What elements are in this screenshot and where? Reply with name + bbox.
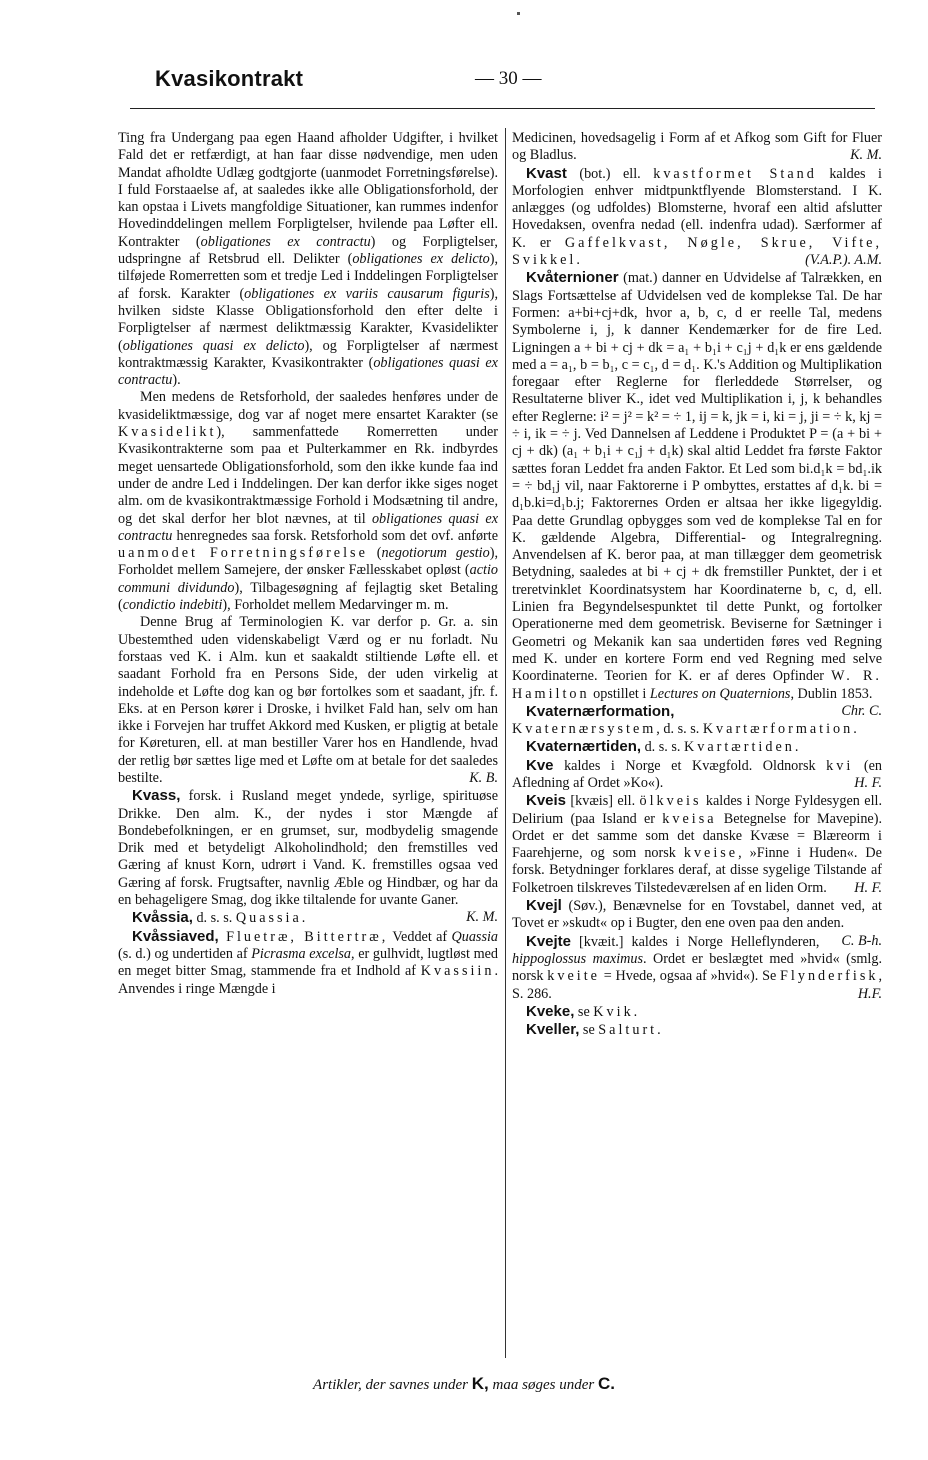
kvassiaved-continuation bbox=[512, 130, 882, 165]
text-run: Veddet af bbox=[388, 928, 452, 945]
text-run: maa søges under bbox=[488, 1377, 598, 1393]
headword: Kvast bbox=[526, 164, 567, 182]
text-run: ), hvilken sidste Klasse Obligationsforhold den efter delte i Forpligtelser af nærmest deliktmæssig Karakter, Kvasidelikter ( bbox=[118, 285, 498, 354]
text-run: obligationes quasi ex contractu bbox=[118, 510, 498, 544]
text-run: obligationes quasi ex contractu bbox=[118, 354, 498, 389]
text-run: (en Afledning af Ordet »Ko«). bbox=[512, 757, 882, 791]
entry-kvaternaertiden bbox=[512, 738, 882, 756]
headword: Kvejte bbox=[526, 932, 572, 950]
text-run: Kvartærtiden bbox=[684, 739, 795, 756]
text-run: ), Tilbagesøgning af fejlagtig sket Betaling ( bbox=[118, 579, 498, 614]
text-run: obligationes ex contractu bbox=[200, 233, 371, 250]
column-divider bbox=[505, 128, 506, 1358]
text-run: Men medens de Retsforhold, der saaledes henføres under de kvasideliktmæssige, dog var af noget mere ensartet Karakter (se bbox=[118, 389, 498, 423]
text-run: opstillet i bbox=[589, 685, 650, 702]
text-run: d. s. s. bbox=[641, 739, 684, 756]
text-run: kaldes i Morfologien enhver midtpunktflyende Blomsterstand. I K. anlægges (og udfoldes) Blomsterne, hvoraf een altid afslutter Hovedaksen, ovenfra nedad (ell. indenfra udad). Særformer af K. er bbox=[512, 165, 882, 251]
text-run: kvi bbox=[826, 757, 854, 774]
text-run: . bbox=[301, 910, 306, 927]
entry-kve bbox=[512, 757, 882, 793]
entry-kvast bbox=[512, 165, 882, 270]
text-run: actio communi dividundo bbox=[118, 562, 498, 596]
headword: Kveke, bbox=[526, 1002, 575, 1020]
entry-kveller bbox=[512, 1021, 882, 1039]
left-column bbox=[118, 130, 498, 998]
text-run: [kvæit.] kaldes i Norge Helleflynderen, bbox=[571, 933, 820, 950]
text-run: Fluetræ, Bittertræ, bbox=[218, 928, 389, 945]
author-signature: H. F. bbox=[854, 774, 882, 791]
entry-kveke bbox=[512, 1003, 882, 1021]
text-run: obligationes ex delicto bbox=[352, 251, 490, 268]
text-run: henregnedes saa forsk. Retsforhold som det ovf. anførte bbox=[172, 527, 498, 544]
right-column bbox=[512, 130, 882, 1039]
text-run: ), tilføjede Romerretten som et tredje Led i Inddelingen Forpligtelser af forsk. Karakter ( bbox=[118, 251, 498, 302]
text-run: ölkveis bbox=[639, 793, 702, 810]
text-run: se bbox=[579, 1022, 599, 1039]
text-run: , »Finne i Huden«. De forsk. Betydninger forklares deraf, at disse sygelige Tilstande af Folketroen tilskreves Tilstedeværelsen af en liden Orm. bbox=[512, 845, 882, 896]
text-run: , S. 286. bbox=[512, 968, 882, 1002]
author-signature: H. F. bbox=[854, 879, 882, 896]
text-run: forsk. i Rusland meget yndede, syrlige, spirituøse Drikke. Den alm. K., der nydes i stor Mængde af Bondebefolkningen, er en grumset, sur, modbydelig smagende Drik med et betydeligt Alkoholindhold; den fremstilles ved Gæring af knust Korn, udrørt i Vand. K. fremstilles ogsaa ved Gæring af forsk. Frugtsafter, navnlig Æble og Hindbær, og har da en behageligere Smag, dog ikke tiltalende for uvante Ganer. bbox=[118, 788, 498, 909]
text-run: (s. d.) og undertiden af bbox=[118, 945, 252, 962]
entry-kveis bbox=[512, 792, 882, 897]
text-run: Quassia bbox=[451, 928, 498, 945]
text-run: . bbox=[576, 252, 580, 269]
text-run: Salturt bbox=[598, 1022, 658, 1039]
text-run: kveise bbox=[683, 845, 739, 862]
text-run: Medicinen, hovedsagelig i Form af et Afkog som Gift for Fluer og Bladlus. bbox=[512, 130, 882, 164]
running-title: Kvasikontrakt bbox=[155, 66, 304, 91]
text-run: Artikler, der savnes under bbox=[313, 1377, 472, 1393]
page-number: — 30 — bbox=[475, 68, 542, 89]
text-run: ), sammenfattede Romerretten under Kvasikontrakterne som paa et Pulterkammer en Rk. indbyrdes meget uensartede Obligationsforhold, som den ikke kunde faa ind under de andre Led i Inddelingen. Der kan derfor ikke siges noget alm. om de kvasikontraktmæssige Forhold i Modsætning til andre, og det skal derfor her blot nævnes, at til bbox=[118, 424, 498, 527]
author-signature: K. M. bbox=[466, 909, 498, 926]
kvasikontrakt-paragraph-3 bbox=[118, 614, 498, 787]
text-run: , Dublin 1853. bbox=[790, 685, 873, 702]
text-run: . bbox=[853, 721, 857, 738]
text-run: d. s. s. bbox=[192, 910, 236, 927]
headword: Kvaternærformation, bbox=[526, 702, 675, 720]
headword: Kvejl bbox=[526, 897, 562, 915]
kvasikontrakt-paragraph-2 bbox=[118, 389, 498, 614]
header-rule bbox=[130, 108, 875, 109]
author-signature: C. B-h. bbox=[841, 932, 882, 949]
text-run: ( bbox=[367, 545, 382, 562]
text-run: obligationes quasi ex delicto bbox=[122, 337, 305, 354]
text-run: Betegnelse for Mavepine). Ordet er det samme som det danske Kvæse = Blæreorm i Faarehjerne, og som norsk bbox=[512, 810, 882, 862]
footer-note bbox=[0, 1374, 928, 1394]
author-signature: Chr. C. bbox=[841, 702, 882, 719]
text-run: Kvaternærsystem bbox=[512, 721, 657, 738]
text-run: ) og Forpligtelser, udspringne af Retsbrud ell. Delikter ( bbox=[118, 233, 498, 268]
text-run: Picrasma excelsa bbox=[251, 945, 352, 962]
text-run: kaldes i Norge et Kvægfold. Oldnorsk bbox=[553, 757, 827, 774]
headword: Kvåssia, bbox=[132, 909, 193, 927]
text-run: hippoglossus maximus bbox=[512, 950, 644, 967]
text-run: Quassia bbox=[235, 910, 302, 927]
text-run: C. bbox=[597, 1374, 615, 1393]
headword: Kvass, bbox=[132, 787, 181, 805]
text-run: = Hvede, ogsaa af »hvid«). Se bbox=[599, 968, 781, 985]
text-run: [kvæis] ell. bbox=[566, 793, 640, 810]
headword: Kvåssiaved, bbox=[132, 927, 219, 945]
text-run: uanmodet Forretningsførelse bbox=[118, 545, 368, 562]
text-run: , d. s. s. bbox=[656, 721, 703, 738]
text-run: (bot.) ell. bbox=[566, 165, 654, 182]
text-run: Kvassiin bbox=[420, 963, 495, 980]
headword: Kveis bbox=[526, 792, 567, 810]
text-run: . Anvendes i ringe Mængde i bbox=[118, 963, 498, 997]
text-run: W. R. Hamilton bbox=[512, 668, 882, 702]
kvasikontrakt-paragraph-1 bbox=[118, 130, 498, 389]
text-run: Ting fra Undergang paa egen Haand afholder Udgifter, i hvilket Fald det er retfærdigt, at han faar disse nødvendige, men uden Mandat afholdte Udlæg godtgjorte (uanmodet Forretningsførelse). I fuld Forstaaelse af, at saaledes ikke alle Obligationsforhold, der kan opstaa i Livets mangfoldige Situationer, kan rummes indenfor Hovedinddelingen mellem Forpligtelser, hvilende paa Løfter ell. Kontrakter ( bbox=[118, 130, 498, 250]
text-run: , er gulhvidt, lugtløst med en meget bitter Smag, stammende fra et Indhold af bbox=[118, 945, 498, 980]
text-run: kaldes i Norge Fyldesygen ell. Delirium (paa Island er bbox=[512, 793, 883, 827]
text-run: kvastformet Stand bbox=[653, 165, 817, 182]
text-run: Gaffelkvast, Nøgle, Skrue, Vifte, Svikkel bbox=[512, 234, 882, 269]
text-run: obligationes ex variis causarum figuris bbox=[244, 285, 490, 302]
text-run: Lectures on Quaternions bbox=[649, 685, 791, 702]
headword: Kve bbox=[526, 756, 554, 774]
headword: Kveller, bbox=[526, 1021, 580, 1039]
text-run: . bbox=[794, 739, 799, 756]
text-run: ). bbox=[172, 372, 181, 389]
text-run: ), og Forpligtelser af nærmest kontraktmæssig Karakter, Kvasikontrakter ( bbox=[118, 337, 499, 371]
headword: Kvåternioner bbox=[526, 269, 619, 287]
text-run: Flynderfisk bbox=[780, 968, 879, 985]
text-run: negotiorum gestio bbox=[381, 545, 490, 562]
text-run: kveite bbox=[547, 968, 600, 985]
text-run: (mat.) danner en Udvidelse af Talrækken, en Slags Fortsættelse af Udvidelsen ved de komplekse Tal. De har Formen: a+bi+cj+dk, hvor a, b, c, d er reelle Tal, medens Symbolerne i, j, k danner Kendemærker for de fire Led. Ligningen a + bi + cj + dk = a₁ + b₁i + c₁j + d₁k er ens gældende med a = a₁, b = b₁, c = c₁, d = d₁. K.'s Addition og Multiplikation foregaar efter Reglerne for flerleddede Størrelser, og Resultaterne bliver K., idet ved Multiplikation i, j, k behandles efter Reglerne: i² = j² = k² = ÷ 1, ij = k, jk = i, ki = j, ji = ÷ k, kj = ÷ i, ik = ÷ j. Ved Dannelsen af Leddene i Produktet P = (a + bi + cj + dk) (a₁ + b₁i + c₁j + d₁k) skal altid Leddet fra første Faktor sættes foran Leddet fra anden Faktor. Et Led som bi.d₁k = bd₁.ik = ÷ bd₁j vil, naar Faktorerne i P ombyttes, erstattes af d₁k. bi = d₁b.ki=d₁b.j; Faktorernes Orden er altsaa her ikke ligegyldig. Paa dette Grundlag opbygges som ved de komplekse Tal en for K. gældende Algebra, Differential- og Integralregning. Anvendelsen af K. beror paa, at man tillægger dem geometrisk Betydning, saaledes at bi + cj + dk fremstiller Punktet, der i et treretvinklet Koordinatsystem har Koordinaterne b, c, d, ell. Linien fra Begyndelsespunktet til dette Punkt, og fortolker Operationerne med dem geometrisk. Beviserne for Sætninger i Geometri og Mekanik kan saa undertiden føres ved Regning med K. under en kortere Form end ved Regning med selve Koordinaterne. Teorien for K. er af deres Opfinder bbox=[512, 270, 882, 685]
author-signature: K. M. bbox=[850, 147, 882, 164]
text-run: condictio indebiti bbox=[122, 597, 223, 614]
page-top-mark bbox=[517, 12, 520, 15]
author-signature: H.F. bbox=[857, 985, 882, 1002]
entry-kvassia bbox=[118, 909, 498, 927]
page-header bbox=[155, 66, 875, 98]
text-run: K, bbox=[471, 1374, 489, 1393]
text-run: se bbox=[574, 1003, 594, 1020]
text-run: Kvartærformation bbox=[702, 721, 854, 738]
text-run: (Søv.), Benævnelse for en Tovstabel, dannet ved, at Tovet er »skudt« op i Bugter, den ene oven paa den anden. bbox=[512, 898, 882, 932]
text-run: . bbox=[633, 1003, 638, 1020]
text-run: Kvasidelikt bbox=[118, 424, 217, 441]
headword: Kvaternærtiden, bbox=[526, 738, 642, 756]
text-run: . Ordet er beslægtet med »hvid« (smlg. norsk bbox=[512, 950, 882, 985]
author-signature: (V.A.P.). A.M. bbox=[805, 252, 882, 269]
text-run: ), Forholdet mellem Samejere, der ønsker Fællesskabet opløst ( bbox=[118, 545, 499, 579]
author-signature: K. B. bbox=[469, 769, 498, 786]
text-run: Denne Brug af Terminologien K. var derfor p. Gr. a. sin Ubestemthed uden videnskabeligt Værd og er nu forladt. Nu forstaas ved K. i Alm. kun et saakaldt stiltiende Løfte ell. et saadant Forhold fra en Persons Side, der uden virkelig at indeholde et Løfte dog kan og bør fortolkes som et saadant, jfr. f. Eks. at en Person kører i Droske, i hvilket Fald han, selv om han ikke i Forvejen har truffet Akkord med Kusken, er pligtig at betale for Køreturen, ell. at man bestiller Varer hos en Handlende, hvad der retlig bør sættes lige med et Løfte om at betale for det saaledes bestilte. bbox=[118, 614, 498, 786]
text-run: kveisa bbox=[662, 810, 717, 827]
text-run: . bbox=[657, 1022, 661, 1039]
entry-kvassiaved bbox=[118, 928, 498, 998]
text-run: Kvik bbox=[593, 1003, 634, 1020]
text-run: ), Forholdet mellem Medarvinger m. m. bbox=[222, 597, 449, 614]
